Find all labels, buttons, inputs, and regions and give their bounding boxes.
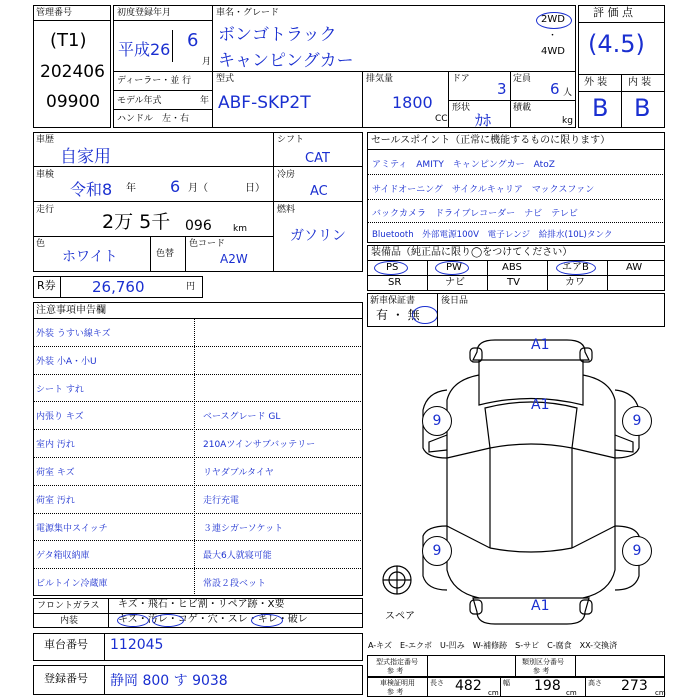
type-number-sub: 参 考: [387, 667, 404, 675]
note-left-10: ビルトイン冷蔵庫: [36, 579, 108, 590]
door-label: ドア: [452, 74, 470, 84]
note-left-3: シート すれ: [36, 384, 84, 395]
front-glass-value: キズ・飛石・ヒビ割・リペア跡・X要: [118, 599, 285, 610]
shaken-era: 令和8: [70, 180, 113, 199]
shaken-month: 6: [170, 177, 181, 196]
registration-label: 登録番号: [44, 672, 88, 685]
fuel-value: ガソリン: [290, 228, 346, 244]
note-left-5: 室内 汚れ: [36, 440, 75, 451]
first-registration-label: 初度登録年月: [117, 8, 172, 18]
note-right-2: 210Aツインサブバッテリー: [203, 440, 316, 451]
damage-mark-roof: A1: [531, 397, 550, 413]
chassis-value: 112045: [110, 637, 164, 653]
damage-mark-rear: A1: [531, 598, 550, 614]
class-number-label: 類別区分番号: [522, 658, 564, 666]
shape-value: ｶﾎ: [475, 111, 492, 130]
capacity-label: 定員: [513, 74, 532, 84]
interior-label: 内 装: [628, 77, 652, 88]
grade-label: 評 価 点: [593, 6, 633, 19]
model-year-label: モデル年式: [117, 96, 162, 106]
mileage-sub: 096: [185, 218, 212, 234]
sales-line-2: サイドオーニング サイクルキャリア マックスファン: [372, 185, 595, 195]
note-left-2: 外装 小A・小U: [36, 356, 97, 367]
interior-value: B: [634, 94, 651, 122]
dealer-label: ディーラー・並 行: [117, 76, 192, 86]
damage-legend: A-キズ E-エクボ U-凹み W-補修跡 S-サビ C-腐食 XX-交換済: [368, 641, 618, 650]
color-code-value: A2W: [220, 252, 248, 266]
note-right-4: 走行充電: [203, 495, 240, 506]
fuel-label: 燃料: [277, 205, 296, 215]
interior-dirt-circle: [152, 614, 184, 627]
drive-separator: ・: [548, 31, 558, 41]
shift-value: CAT: [305, 151, 330, 166]
sales-line-3: バックカメラ ドライブレコーダー ナビ テレビ: [372, 209, 578, 219]
shaken-month-unit: 月（: [188, 183, 208, 194]
equip-tv: TV: [507, 277, 520, 288]
note-left-9: ゲタ箱収納庫: [36, 551, 90, 562]
damage-mark-front-right: 9: [622, 406, 652, 436]
mileage-value: 2万 5千: [102, 211, 171, 233]
later-items-label: 後日品: [441, 296, 469, 306]
cert-sub: 参 考: [387, 688, 404, 696]
drive-4wd: 4WD: [541, 46, 565, 57]
grade-value: (4.5): [588, 30, 645, 58]
recycle-unit: 円: [186, 282, 196, 292]
note-right-1: ベースグレード GL: [203, 412, 281, 423]
capacity-unit: 人: [563, 88, 573, 98]
height-value: 273: [621, 678, 648, 694]
first-registration-month-unit: 月: [202, 57, 212, 67]
type-number-label: 型式指定番号: [376, 658, 418, 666]
note-left-6: 荷室 キズ: [36, 468, 75, 478]
first-registration-era: 平成26: [118, 40, 171, 59]
first-registration-month: 6: [187, 30, 199, 51]
loading-unit: kg: [562, 116, 573, 126]
equip-ps-circle: [374, 261, 408, 275]
equip-sr: SR: [388, 277, 402, 288]
management-number-seq: 09900: [46, 92, 101, 112]
ac-value: AC: [310, 184, 328, 199]
note-right-5: ３連シガーソケット: [203, 523, 284, 534]
color-value: ホワイト: [62, 249, 118, 265]
note-left-7: 荷室 汚れ: [36, 495, 75, 506]
mileage-label: 走行: [36, 205, 55, 215]
equip-pw: PW: [446, 262, 462, 273]
recycle-value: 26,760: [92, 278, 145, 296]
equip-leather: カワ: [565, 277, 585, 288]
warranty-value: 有 ・ 無: [376, 308, 420, 322]
color-label: 色: [36, 239, 46, 249]
shaken-year-unit: 年: [126, 183, 136, 194]
equip-airbag-circle: [556, 261, 596, 275]
handle-label: ハンドル 左・右: [117, 114, 190, 124]
class-number-sub: 参 考: [533, 667, 550, 675]
notes-title: 注意事項申告欄: [36, 305, 106, 316]
displacement-label: 排気量: [366, 74, 394, 84]
note-right-3: リヤダブルタイヤ: [203, 468, 274, 478]
length-value: 482: [455, 678, 482, 694]
damage-mark-rear-left: 9: [422, 536, 452, 566]
length-label: 長さ: [430, 679, 444, 687]
vehicle-diagram: [367, 330, 665, 630]
spare-label: スペア: [385, 611, 415, 622]
note-left-8: 電源集中スイッチ: [36, 523, 108, 534]
exterior-label: 外 装: [584, 77, 608, 88]
history-label: 車歴: [36, 135, 55, 145]
displacement-unit: CC: [435, 114, 448, 124]
management-number-year: 202406: [40, 62, 105, 82]
type-label: 型式: [216, 74, 235, 84]
shaken-label: 車検: [36, 170, 55, 180]
equip-pw-circle: [435, 261, 469, 275]
shaken-day-unit: 日）: [245, 183, 265, 194]
capacity-value: 6: [550, 80, 560, 98]
color-code-label: 色コード: [189, 239, 226, 249]
ac-label: 冷房: [277, 170, 296, 180]
sales-line-1: アミティ AMITY キャンピングカー AtoZ: [372, 160, 555, 170]
width-unit: cm: [566, 689, 577, 697]
damage-mark-front: A1: [531, 337, 550, 353]
shape-label: 形状: [452, 103, 471, 113]
chassis-label: 車台番号: [44, 638, 88, 651]
equip-ps: PS: [386, 262, 399, 273]
mileage-unit: km: [233, 224, 247, 234]
loading-label: 積載: [513, 103, 532, 113]
type-value: ABF-SKP2T: [218, 93, 311, 113]
note-right-6: 最大6人就寝可能: [203, 551, 272, 562]
width-value: 198: [534, 678, 561, 694]
sales-points-title: セールスポイント（正常に機能するものに限ります）: [371, 135, 611, 146]
car-name-line2: キャンピングカー: [218, 51, 354, 71]
width-label: 幅: [503, 679, 510, 687]
car-name-line1: ボンゴトラック: [218, 25, 337, 45]
displacement-value: 1800: [392, 93, 433, 112]
car-name-label: 車名・グレード: [216, 8, 280, 18]
interior-scratch-circle: [117, 614, 149, 627]
warranty-label: 新車保証書: [370, 296, 416, 306]
height-unit: cm: [655, 689, 666, 697]
drive-2wd: 2WD: [541, 14, 565, 25]
history-value: 自家用: [60, 147, 111, 167]
color-change-label: 色替: [156, 249, 175, 259]
note-left-4: 内張り キズ: [36, 412, 84, 423]
interior-glass-label: 内装: [60, 616, 79, 626]
management-number-prefix: (T1): [50, 30, 87, 51]
warranty-none-circle: [412, 306, 438, 324]
length-unit: cm: [488, 689, 499, 697]
equipment-title: 装備品（純正品に限り◯をつけてください）: [371, 247, 573, 258]
recycle-label: R券: [37, 279, 56, 292]
front-glass-label: フロントガラス: [37, 601, 100, 611]
interior-scuff-circle: [251, 614, 283, 627]
cert-label: 車検証明用: [380, 679, 415, 687]
equip-abs: ABS: [502, 262, 522, 273]
door-value: 3: [497, 80, 507, 98]
damage-mark-front-left: 9: [422, 406, 452, 436]
interior-glass-value: キズ・汚レ・コゲ・穴・スレ・キレ・破レ: [118, 614, 308, 625]
damage-mark-rear-right: 9: [622, 536, 652, 566]
equip-airbag: エアB: [562, 262, 589, 273]
model-year-unit: 年: [200, 96, 210, 106]
equip-navi: ナビ: [445, 277, 465, 288]
note-right-7: 常設２段ベット: [203, 579, 267, 590]
management-number-label: 管理番号: [36, 8, 73, 18]
sales-line-4: Bluetooth 外部電源100V 電子レンジ 給排水(10L)タンク: [372, 230, 613, 240]
note-left-1: 外装 うすい線キズ: [36, 329, 111, 339]
exterior-value: B: [592, 94, 609, 122]
equip-aw: AW: [626, 262, 643, 273]
shift-label: シフト: [277, 135, 305, 145]
height-label: 高さ: [588, 679, 602, 687]
registration-value: 静岡 800 す 9038: [110, 673, 228, 689]
